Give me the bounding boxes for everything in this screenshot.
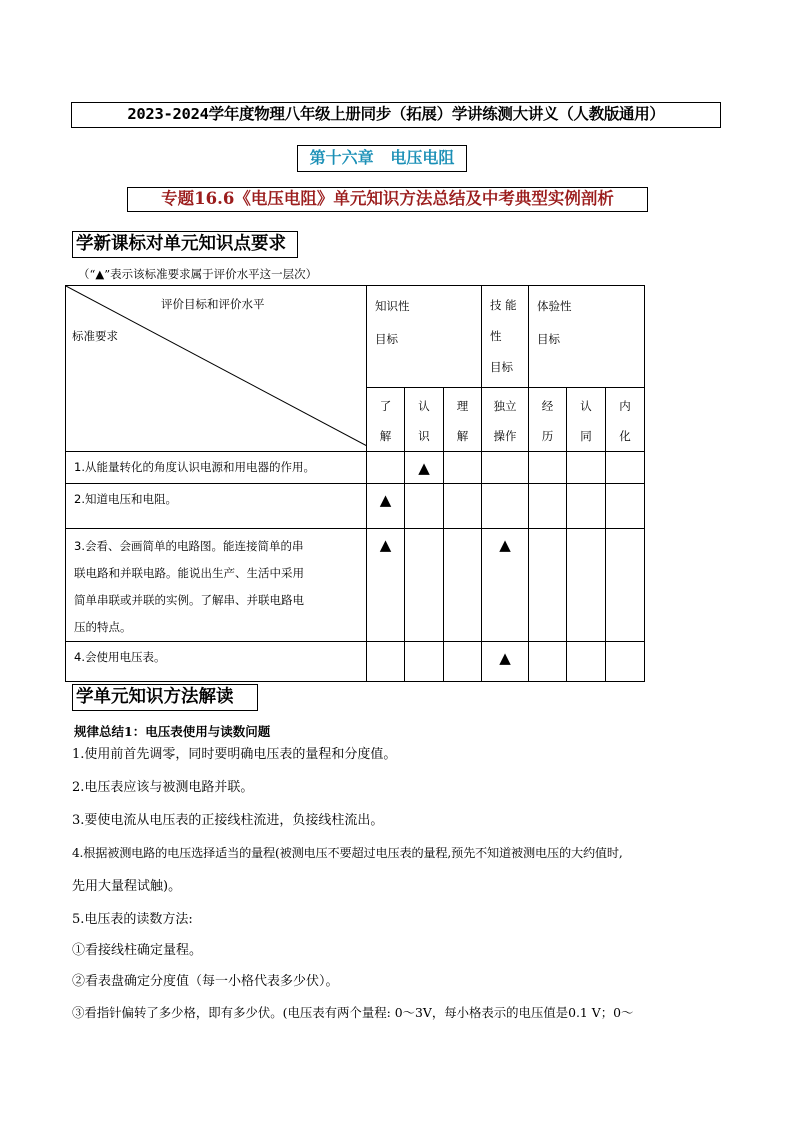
table-cell [567, 642, 606, 682]
requirement-text: 简单串联或并联的实例。了解串、并联电路电 [74, 593, 304, 607]
table-cell [529, 642, 567, 682]
triangle-marker: ▲ [499, 536, 511, 554]
chapter-title: 第十六章 电压电阻 [297, 145, 467, 172]
table-row [66, 484, 645, 529]
subheader-text: 解 [456, 429, 469, 443]
table-cell [567, 529, 606, 642]
table-cell [606, 642, 645, 682]
requirement-text: 压的特点。 [74, 620, 132, 634]
subheader-text: 经 [541, 399, 554, 413]
group-label-line: 技 能 [490, 298, 517, 312]
table-cell [529, 529, 567, 642]
group-label-line: 目标 [537, 332, 560, 346]
paragraph: ①看接线柱确定量程。 [72, 943, 203, 958]
table-cell [444, 484, 482, 529]
requirement-cell [66, 484, 367, 529]
triangle-marker: ▲ [418, 459, 430, 477]
subheader-text: 化 [619, 429, 631, 443]
requirement-text: 1.从能量转化的角度认识电源和用电器的作用。 [74, 460, 315, 474]
marker-cell [482, 529, 529, 642]
subheader-text: 历 [541, 429, 554, 443]
section-heading-standards: 学新课标对单元知识点要求 [72, 231, 298, 258]
table-row [66, 529, 645, 642]
subheader-text: 理 [456, 399, 469, 413]
table-cell [606, 484, 645, 529]
subheader-internalize [606, 388, 645, 452]
document-title: 2023-2024学年度物理八年级上册同步（拓展）学讲练测大讲义（人教版通用） [71, 102, 721, 128]
subheader-accept [567, 388, 606, 452]
subheader-recognize [405, 388, 444, 452]
group-knowledge [367, 286, 482, 388]
subheader-understand [367, 388, 405, 452]
subheader-text: 识 [418, 429, 430, 443]
paragraph: ②看表盘确定分度值（每一小格代表多少伏）。 [72, 974, 339, 989]
requirement-text: 2.知道电压和电阻。 [74, 492, 177, 506]
section-heading-methods: 学单元知识方法解读 [72, 684, 258, 711]
marker-note: （“▲”表示该标准要求属于评价水平这一层次） [78, 267, 318, 281]
group-label-line: 性 [490, 329, 502, 343]
paragraph: 先用大量程试触)。 [72, 879, 182, 894]
table-cell [606, 529, 645, 642]
subheader-text: 内 [619, 399, 631, 413]
group-label-line: 目标 [375, 332, 398, 346]
subheader-text: 了 [379, 399, 392, 413]
standard-requirement-label: 标准要求 [72, 329, 118, 343]
table-cell [367, 642, 405, 682]
paragraph: 2.电压表应该与被测电路并联。 [72, 780, 254, 795]
table-cell [444, 642, 482, 682]
group-skill [482, 286, 529, 388]
paragraph: 3.要使电流从电压表的正接线柱流进，负接线柱流出。 [72, 813, 384, 828]
requirement-text: 3.会看、会画简单的电路图。能连接简单的串 [74, 539, 304, 553]
table-cell [444, 452, 482, 484]
subheader-text: 认 [580, 399, 592, 413]
table-cell [444, 529, 482, 642]
table-cell [482, 452, 529, 484]
table-cell [482, 484, 529, 529]
subheader-text: 认 [418, 399, 430, 413]
table-cell [529, 452, 567, 484]
triangle-marker: ▲ [379, 536, 392, 554]
table-row [66, 642, 645, 682]
requirement-text: 4.会使用电压表。 [74, 650, 166, 664]
table-cell [606, 452, 645, 484]
table-cell [405, 484, 444, 529]
table-row [66, 452, 645, 484]
subheader-text: 独立 [493, 399, 517, 413]
triangle-marker: ▲ [379, 491, 392, 509]
marker-cell [367, 484, 405, 529]
requirement-cell [66, 529, 367, 642]
requirement-cell [66, 642, 367, 682]
group-label-line: 体验性 [537, 299, 572, 313]
paragraph: 4.根据被测电路的电压选择适当的量程(被测电压不要超过电压表的量程,预先不知道被测电压的大约值时, [72, 846, 623, 860]
subheader-text: 同 [580, 429, 592, 443]
subheader-text: 操作 [493, 429, 517, 443]
requirement-text: 联电路和并联电路。能说出生产、生活中采用 [74, 566, 304, 580]
group-label-line: 知识性 [375, 299, 410, 313]
table-cell [405, 529, 444, 642]
group-experience [529, 286, 645, 388]
table-cell [367, 452, 405, 484]
group-label-line: 目标 [490, 360, 513, 374]
table-cell [567, 484, 606, 529]
evaluation-level-label: 评价目标和评价水平 [161, 297, 265, 311]
topic-title: 专题16.6《电压电阻》单元知识方法总结及中考典型实例剖析 [127, 187, 648, 212]
table-cell [529, 484, 567, 529]
table-header-diagonal-cell [66, 286, 367, 452]
subheader-experience [529, 388, 567, 452]
paragraph: 1.使用前首先调零，同时要明确电压表的量程和分度值。 [72, 747, 397, 762]
table-cell [405, 642, 444, 682]
rule-summary-title: 规律总结1：电压表使用与读数问题 [74, 724, 271, 739]
subheader-comprehend [444, 388, 482, 452]
table-cell [567, 452, 606, 484]
paragraph: ③看指针偏转了多少格，即有多少伏。(电压表有两个量程: 0～3V，每小格表示的电压值是0.1 V；0～ [72, 1005, 634, 1020]
subheader-text: 解 [379, 429, 392, 443]
paragraph: 5.电压表的读数方法: [72, 912, 193, 927]
standards-table [65, 285, 645, 682]
triangle-marker: ▲ [499, 649, 511, 667]
marker-cell [367, 529, 405, 642]
marker-cell [405, 452, 444, 484]
marker-cell [482, 642, 529, 682]
subheader-operate [482, 388, 529, 452]
requirement-cell [66, 452, 367, 484]
